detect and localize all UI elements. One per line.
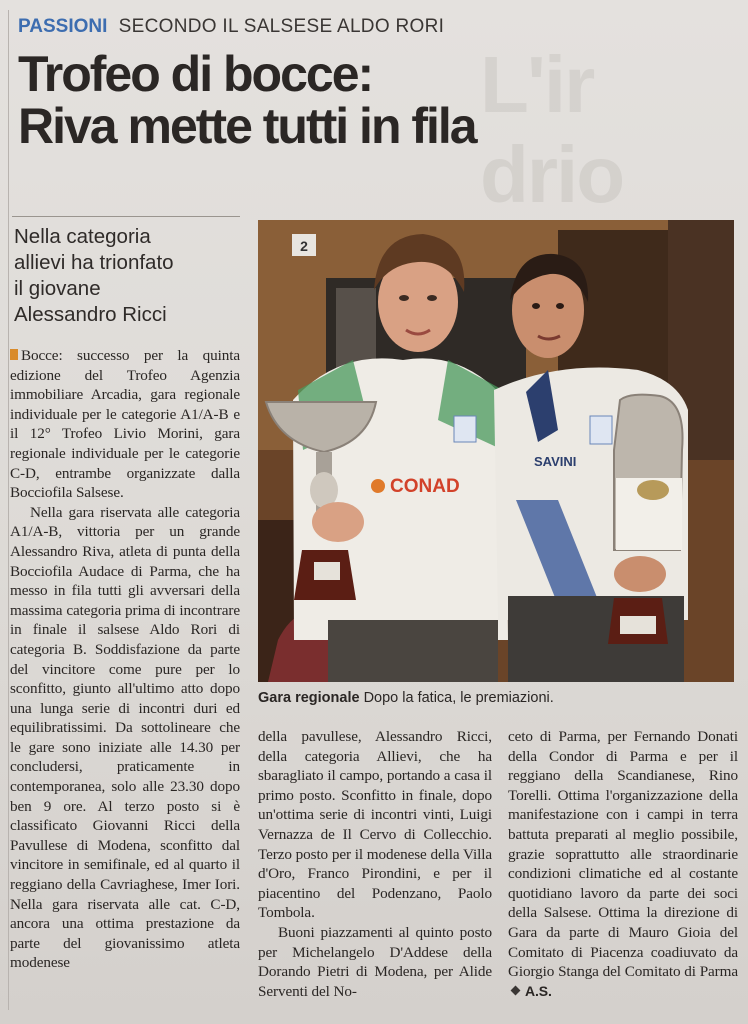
article-column-1 [10, 346, 240, 973]
paragraph [10, 346, 240, 503]
eye [427, 295, 437, 301]
paragraph-text: ceto di Parma, per Fernando Donati della Condor di Parma e per il reggiano della Scandianese, Rino Torelli. Ottima l'organizzazione della manifestazione con i campi in terra battuta preparati al meglio possibile, grazie soprattutto alle straordinarie condizioni climatiche ed al costante quotidiano lavoro da parte dei soci della Salsese. Ottima la direzione di Gara da parte di Mauro Gioia del Comitato di Piacenza coadiuvato da Giorgio Stanga del Comitato di Parma [508, 728, 738, 981]
trophy-plaque-right [620, 616, 656, 634]
caption-text: Dopo la fatica, le premiazioni. [363, 690, 554, 706]
section-tag: PASSIONI [18, 16, 108, 37]
shirt-badge [590, 416, 612, 444]
article-column-3 [508, 727, 738, 1001]
trophy-plaque [314, 562, 340, 580]
shirt-logo-left: CONAD [390, 476, 460, 497]
eye [399, 295, 409, 301]
paragraph-text: Bocce: successo per la quinta edizione del Trofeo Agenzia immobiliare Arcadia, gara regionale individuale per le categorie A1/A-B e il 12° Trofeo Livio Morini, gara regionale individuale per le categorie C-D, entrambe organizzate dalla Bocciofila Salsese. [10, 347, 240, 502]
photo-caption [258, 686, 738, 710]
caption-label: Gara regionale [258, 690, 360, 706]
shirt-badge [454, 416, 476, 442]
headline-line-2: Riva mette tutti in fila [18, 98, 476, 154]
conad-flower-icon [371, 479, 385, 493]
bleed-through-text: L'ir drio [480, 40, 624, 219]
shirt-logo-right: SAVINI [534, 454, 577, 469]
young-player-trousers [328, 620, 498, 682]
trophy-medallion [637, 480, 669, 500]
eye [556, 303, 564, 309]
article-column-2 [258, 727, 492, 1001]
young-player-hand [312, 502, 364, 542]
deck-divider [12, 216, 240, 217]
deck-line-4: Alessandro Ricci [14, 303, 167, 326]
kicker-subtitle: SECONDO IL SALSESE ALDO RORI [118, 16, 445, 37]
article-photo [258, 220, 734, 682]
paragraph: della pavullese, Alessandro Ricci, della categoria Allievi, che ha sbaragliato il campo, portando a casa il primo posto. Sconfitto in finale, dopo un'ottima serie di incontri vinti, Luigi Vernazza de Il Cervo di Collecchio. Terzo posto per il modenese della Villa d'Oro, Franco Pirondini, e per il piacentino del Podenzano, Paolo Tombola. [258, 728, 492, 922]
end-mark-icon [511, 985, 521, 995]
award-photo-illustration [258, 220, 734, 682]
eye [532, 303, 540, 309]
section-bullet-icon [10, 349, 18, 360]
paragraph [508, 727, 738, 1001]
page-edge-rule [8, 10, 9, 1010]
deck [14, 224, 240, 328]
author-signature: A.S. [525, 982, 552, 999]
paragraph: Nella gara riservata alle categoria A1/A-B, vittoria per un grande Alessandro Riva, atleta di punta della Bocciofila Audace di Parma, che ha messo in fila tutti gli avversari della massima categoria prima di incontrare in finale il salsese Aldo Rori di categoria B. Soddisfazione da parte del vincitore come pure per lo sconfitto, giunto all'ultimo atto dopo una lunga serie di incontri duri ed equilibratissimi. Da sottolineare che le gare sono iniziate alle 14.30 per concludersi, praticamente in contemporanea, solo alle 23.30 dopo ben 9 ore. Al terzo posto si è classificato Giovanni Ricci della Pavullese di Modena, sconfitto dal vincitore in semifinale, ed al quarto il reggiano della Cavriaghese, Imer Iori. Nella gara riservata alle cat. C-D, ancora una ottima prestazione da parte del giovanissimo atleta modenese [10, 503, 240, 972]
headline [18, 48, 658, 152]
older-player-hand [614, 556, 666, 592]
deck-line-2: allievi ha trionfato [14, 251, 174, 274]
deck-line-1: Nella categoria [14, 225, 151, 248]
number-tag: 2 [300, 238, 308, 254]
paragraph: Buoni piazzamenti al quinto posto per Michelangelo D'Addese della Dorando Pietri di Modena, per Alide Serventi del No- [258, 923, 492, 1000]
kicker [18, 12, 444, 42]
deck-line-3: il giovane [14, 277, 101, 300]
headline-line-1: Trofeo di bocce: [18, 46, 373, 102]
